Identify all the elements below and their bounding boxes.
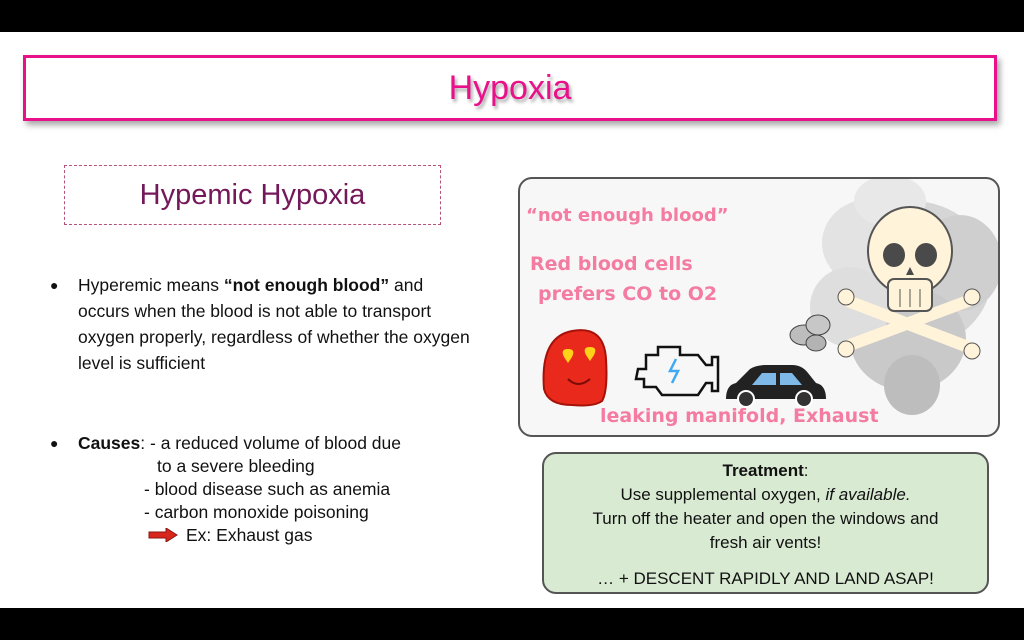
treatment-colon: : <box>803 461 809 480</box>
definition-pre: Hyperemic means <box>78 275 224 295</box>
causes-colon: : <box>140 433 150 453</box>
title-box <box>23 55 997 121</box>
treatment-box <box>542 452 989 594</box>
treatment-line-2: Turn off the heater and open the windows and <box>592 509 939 528</box>
bullet-causes <box>50 432 470 547</box>
treatment-if-available: if available. <box>825 485 911 504</box>
slide-title: Hypoxia <box>448 68 572 107</box>
red-arrow-icon <box>148 528 178 542</box>
bullet-list <box>50 272 470 547</box>
car-icon <box>726 365 826 407</box>
subtitle-box <box>64 165 441 225</box>
bullet-text <box>78 272 470 376</box>
slide-subtitle: Hypemic Hypoxia <box>139 178 366 211</box>
causes-label: Causes <box>78 433 141 453</box>
treatment-line-4: … + DESCENT RAPIDLY AND LAND ASAP! <box>597 569 934 588</box>
cause-example <box>78 524 401 547</box>
caption-not-enough-blood: “not enough blood” <box>526 205 729 226</box>
treatment-line-3: fresh air vents! <box>709 533 822 552</box>
caption-leaking-manifold: leaking manifold, Exhaust <box>600 405 879 427</box>
cause-line-1 <box>78 432 401 455</box>
treatment-heading <box>544 459 987 483</box>
caption-prefers-co: prefers CO to O2 <box>538 283 718 305</box>
definition-post: and occurs when the blood is not able to transport oxygen properly, regardless of whether the oxygen level is sufficient <box>78 275 470 373</box>
bullet-dot-icon: ● <box>50 277 59 293</box>
cause-line-4: - carbon monoxide poisoning <box>144 502 369 522</box>
slide <box>0 32 1024 608</box>
cause-line-3: - blood disease such as anemia <box>144 479 391 499</box>
treatment-label: Treatment <box>722 461 804 480</box>
small-smoke-icon <box>790 315 830 351</box>
caption-red-blood-cells: Red blood cells <box>530 253 693 275</box>
causes-block <box>78 432 401 547</box>
engine-icon <box>636 347 718 395</box>
cause-line-2: to a severe bleeding <box>157 456 315 476</box>
bullet-dot-icon: ● <box>50 435 59 451</box>
blood-cell-heart-eyes-icon <box>544 330 607 405</box>
treatment-oxygen: Use supplemental oxygen, <box>620 485 826 504</box>
example-text: Ex: Exhaust gas <box>186 525 313 545</box>
treatment-line-1 <box>544 483 987 507</box>
definition-bold: “not enough blood” <box>223 275 390 295</box>
illustration-panel <box>518 177 1000 437</box>
cause-reduced-volume: - a reduced volume of blood due <box>150 433 401 453</box>
bullet-definition <box>50 272 470 376</box>
